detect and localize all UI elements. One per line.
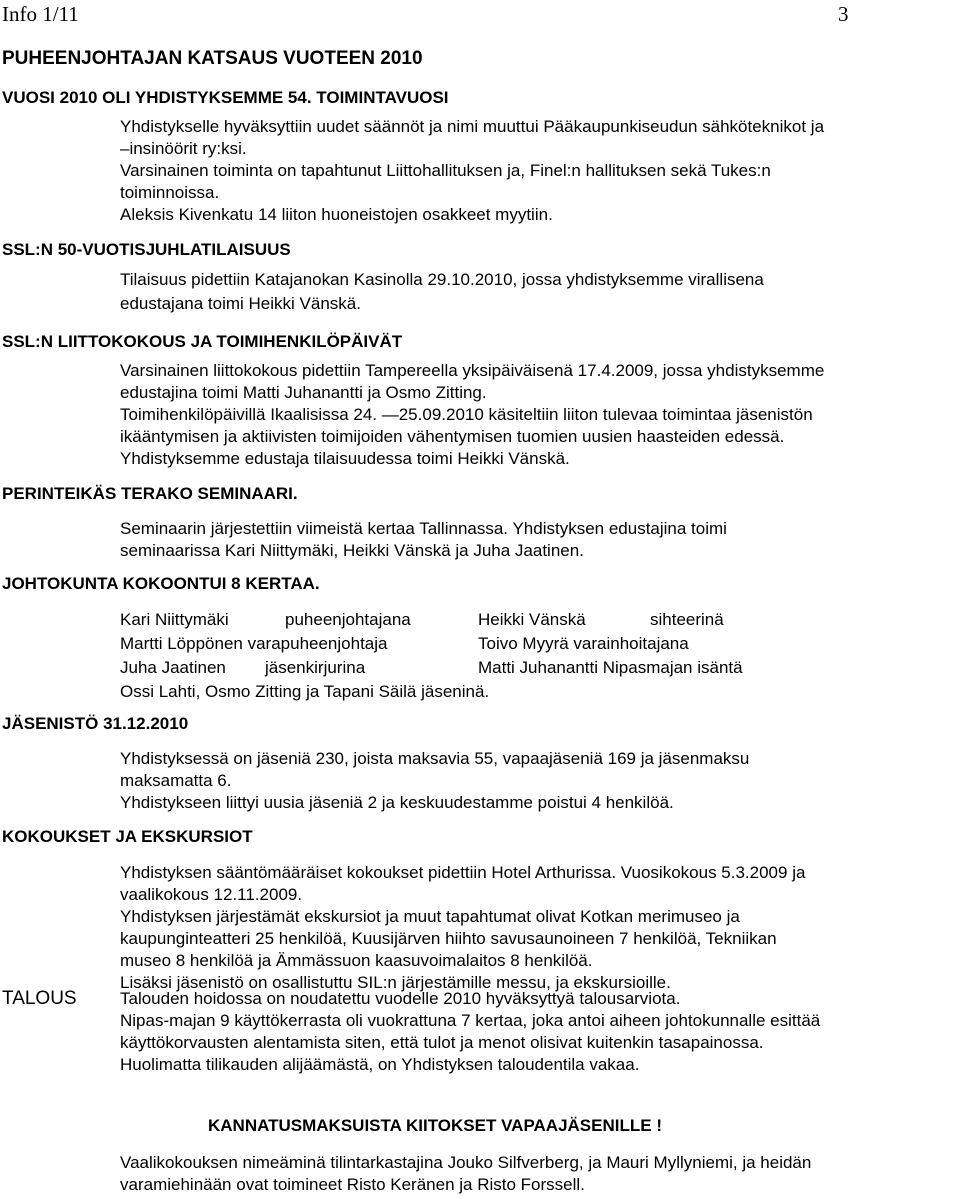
text-line: kaupunginteatteri 25 henkilöä, Kuusijärven hiihto savusaunoineen 7 henkilöä, Tekniikan bbox=[120, 929, 777, 948]
section-body-congress bbox=[120, 360, 824, 470]
section-heading-congress: SSL:N LIITTOKOKOUS JA TOIMIHENKILÖPÄIVÄT bbox=[2, 332, 403, 351]
text-line: Yhdistykselle hyväksyttiin uudet säännöt ja nimi muuttui Pääkaupunkiseudun sähköteknikot ja bbox=[120, 117, 825, 136]
text-line: Yhdistyksessä on jäseniä 230, joista maksavia 55, vapaajäseniä 169 ja jäsenmaksu bbox=[120, 749, 750, 768]
section-heading-finance: TALOUS bbox=[2, 988, 77, 1009]
text-line: seminaarissa Kari Niittymäki, Heikki Vänskä ja Juha Jaatinen. bbox=[120, 541, 584, 560]
board-member-role: jäsenkirjurina bbox=[265, 658, 366, 677]
text-line: edustajana toimi Heikki Vänskä. bbox=[120, 294, 361, 313]
section-heading-year: VUOSI 2010 OLI YHDISTYKSEMME 54. TOIMINTAVUOSI bbox=[2, 88, 449, 107]
text-line: museo 8 henkilöä ja Ämmässuon kaasuvoimalaitos 8 henkilöä. bbox=[120, 951, 593, 970]
board-member-role: puheenjohtajana bbox=[285, 610, 411, 629]
board-member-name: Juha Jaatinen bbox=[120, 658, 226, 677]
text-line: Yhdistyksemme edustaja tilaisuudessa toimi Heikki Vänskä. bbox=[120, 449, 570, 468]
board-member-name: Martti Löppönen varapuheenjohtaja bbox=[120, 634, 388, 653]
text-line: Huolimatta tilikauden alijäämästä, on Yhdistyksen taloudentila vakaa. bbox=[120, 1055, 640, 1074]
text-line: Seminaarin järjestettiin viimeistä kertaa Tallinnassa. Yhdistyksen edustajina toimi bbox=[120, 519, 727, 538]
page-number: 3 bbox=[838, 2, 849, 26]
board-member-name: Kari Niittymäki bbox=[120, 610, 229, 629]
text-line: Aleksis Kivenkatu 14 liiton huoneistojen osakkeet myytiin. bbox=[120, 205, 553, 224]
text-line: –insinöörit ry:ksi. bbox=[120, 139, 247, 158]
board-member-name: Matti Juhanantti Nipasmajan isäntä bbox=[478, 658, 743, 677]
text-line: Varsinainen liittokokous pidettiin Tampereella yksipäiväisenä 17.4.2009, jossa yhdistyksemme bbox=[120, 361, 825, 380]
section-body-seminar bbox=[120, 518, 727, 562]
text-line: toiminnoissa. bbox=[120, 183, 220, 202]
text-line: Yhdistyksen sääntömääräiset kokoukset pidettiin Hotel Arthurissa. Vuosikokous 5.3.2009 ja bbox=[120, 863, 806, 882]
board-member-role: sihteerinä bbox=[650, 610, 724, 629]
text-line: Yhdistykseen liittyi uusia jäseniä 2 ja keskuudestamme poistui 4 henkilöä. bbox=[120, 793, 674, 812]
board-footer-text: Ossi Lahti, Osmo Zitting ja Tapani Säilä jäseninä. bbox=[120, 682, 490, 701]
thanks-heading: KANNATUSMAKSUISTA KIITOKSET VAPAAJÄSENILLE ! bbox=[208, 1116, 662, 1135]
section-heading-members: JÄSENISTÖ 31.12.2010 bbox=[2, 714, 189, 733]
text-line: vaalikokous 12.11.2009. bbox=[120, 885, 303, 904]
text-line: Tilaisuus pidettiin Katajanokan Kasinolla 29.10.2010, jossa yhdistyksemme virallisena bbox=[120, 270, 764, 289]
text-line: Yhdistyksen järjestämät ekskursiot ja muut tapahtumat olivat Kotkan merimuseo ja bbox=[120, 907, 740, 926]
section-body-jubilee bbox=[120, 268, 764, 316]
text-line: Talouden hoidossa on noudatettu vuodelle 2010 hyväksyttyä talousarviota. bbox=[120, 989, 681, 1008]
board-member-name: Toivo Myyrä varainhoitajana bbox=[478, 634, 689, 653]
section-body-meetings bbox=[120, 862, 805, 994]
section-heading-seminar: PERINTEIKÄS TERAKO SEMINAARI. bbox=[2, 484, 298, 503]
section-body-members bbox=[120, 748, 749, 814]
text-line: varamiehinään ovat toimineet Risto Keränen ja Risto Forssell. bbox=[120, 1175, 585, 1194]
text-line: maksamatta 6. bbox=[120, 771, 232, 790]
newsletter-issue: Info 1/11 bbox=[2, 2, 79, 26]
text-line: Toimihenkilöpäivillä Ikaalisissa 24. —25.09.2010 käsiteltiin liiton tulevaa toimintaa jäsenistön bbox=[120, 405, 813, 424]
auditors-text bbox=[120, 1152, 811, 1196]
text-line: Varsinainen toiminta on tapahtunut Liittohallituksen ja, Finel:n hallituksen sekä Tukes:n bbox=[120, 161, 771, 180]
text-line: Vaalikokouksen nimeäminä tilintarkastajina Jouko Silfverberg, ja Mauri Myllyniemi, ja heidän bbox=[120, 1153, 812, 1172]
text-line: Lisäksi jäsenistö on osallistuttu SIL:n järjestämille messu, ja ekskursioille. bbox=[120, 973, 671, 992]
page-title: PUHEENJOHTAJAN KATSAUS VUOTEEN 2010 bbox=[2, 48, 423, 69]
section-heading-meetings: KOKOUKSET JA EKSKURSIOT bbox=[2, 827, 253, 846]
text-line: edustajina toimi Matti Juhanantti ja Osmo Zitting. bbox=[120, 383, 487, 402]
section-body-year bbox=[120, 116, 824, 226]
section-heading-board: JOHTOKUNTA KOKOONTUI 8 KERTAA. bbox=[2, 574, 320, 593]
section-heading-jubilee: SSL:N 50-VUOTISJUHLATILAISUUS bbox=[2, 240, 291, 259]
text-line: ikääntymisen ja aktiivisten toimijoiden vähentymisen tuomien uusien haasteiden edessä. bbox=[120, 427, 785, 446]
text-line: käyttökorvausten alentamista siten, että tulot ja menot olisivat kuitenkin tasapainossa. bbox=[120, 1033, 764, 1052]
section-body-finance bbox=[120, 988, 820, 1076]
board-member-name: Heikki Vänskä bbox=[478, 610, 586, 629]
text-line: Nipas-majan 9 käyttökerrasta oli vuokrattuna 7 kertaa, joka antoi aiheen johtokunnalle esittää bbox=[120, 1011, 821, 1030]
